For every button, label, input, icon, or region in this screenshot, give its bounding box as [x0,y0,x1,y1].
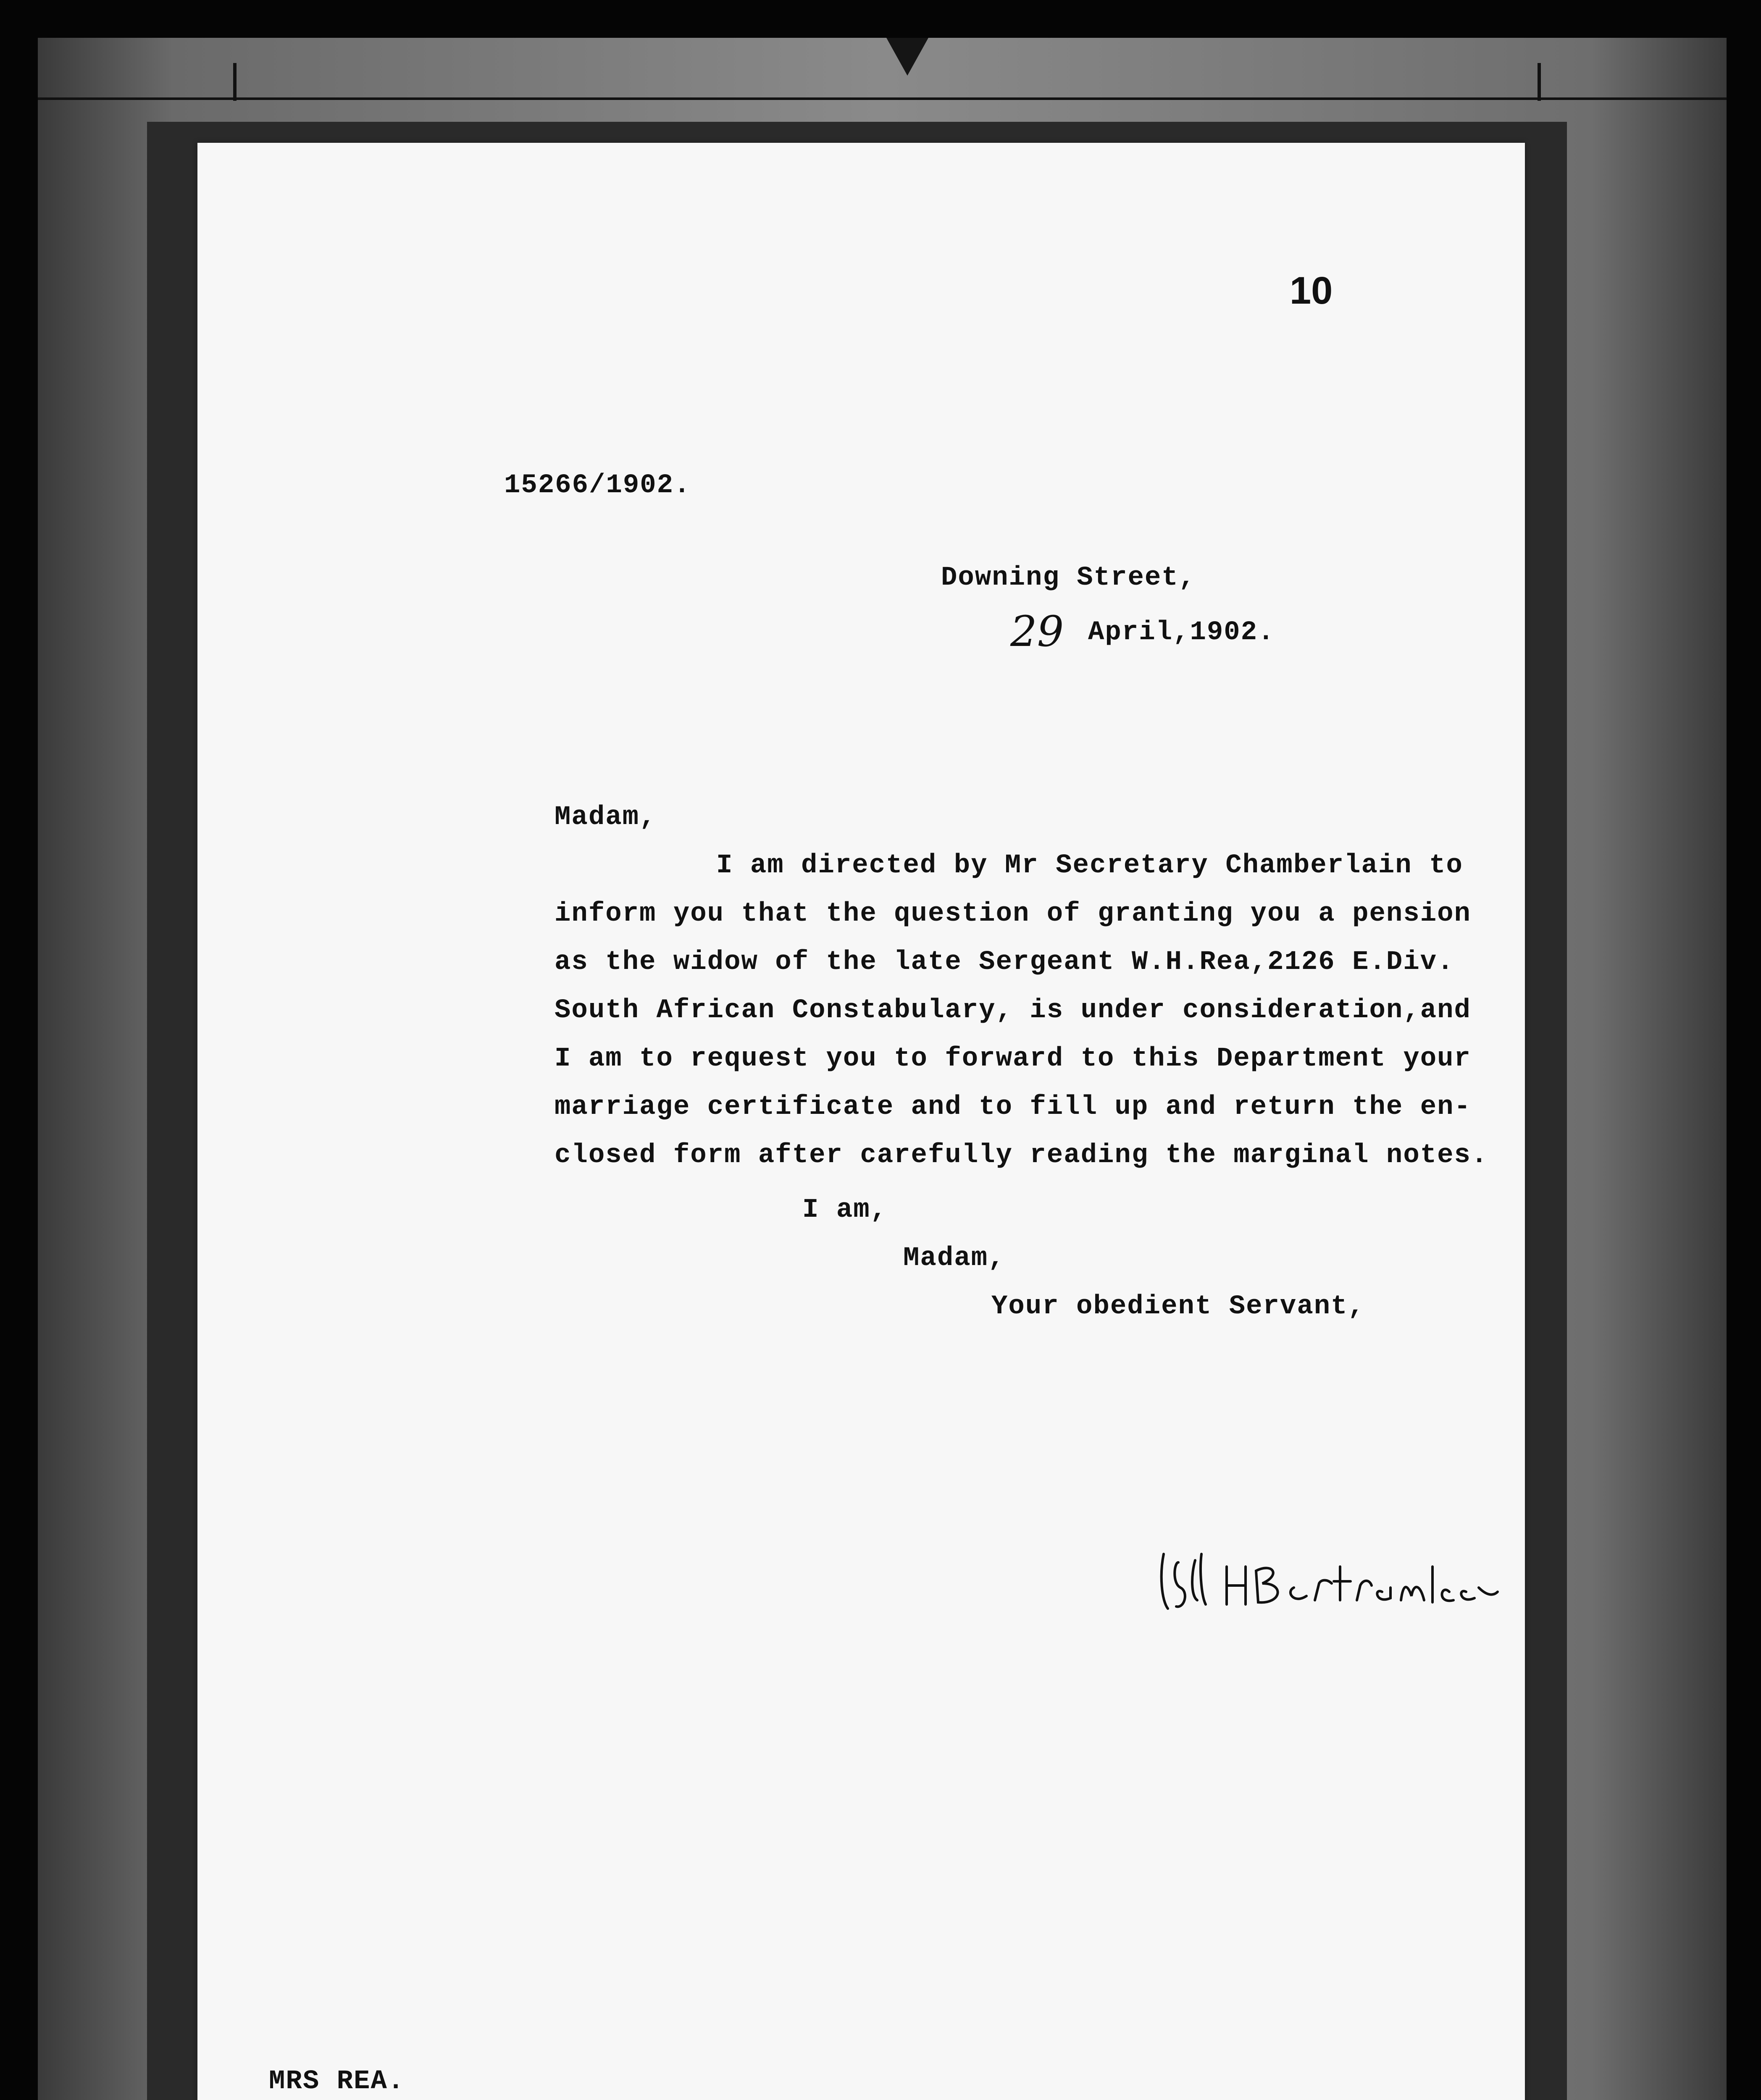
body-line: marriage certificate and to fill up and return the en- [555,1092,1471,1122]
letter-page [197,143,1525,2100]
mount-notch [886,38,928,76]
letter-date: April,1902. [1088,617,1275,648]
closing-line: Madam, [903,1243,1005,1273]
salutation: Madam, [555,802,657,832]
mount-tick-right [1538,63,1541,101]
addressee: MRS REA. [269,2066,405,2097]
closing-line: Your obedient Servant, [991,1292,1365,1322]
mount-top-rule [38,97,1727,100]
body-line: as the widow of the late Sergeant W.H.Rea,2126 E.Div. [555,947,1454,977]
body-line: I am to request you to forward to this Department your [555,1044,1471,1074]
signature [1155,1537,1500,1621]
page-number: 10 [1290,269,1333,312]
body-line: inform you that the question of granting you a pension [555,899,1471,929]
closing-line: I am, [802,1195,888,1225]
body-line: South African Constabulary, is under consideration,and [555,995,1471,1026]
reference-number: 15266/1902. [504,470,691,501]
handwritten-day: 29 [1010,607,1064,656]
sender-address: Downing Street, [941,563,1196,593]
body-line: closed form after carefully reading the marginal notes. [555,1140,1488,1171]
mount-tick-left [233,63,237,101]
body-line: I am directed by Mr Secretary Chamberlain to [716,850,1463,881]
